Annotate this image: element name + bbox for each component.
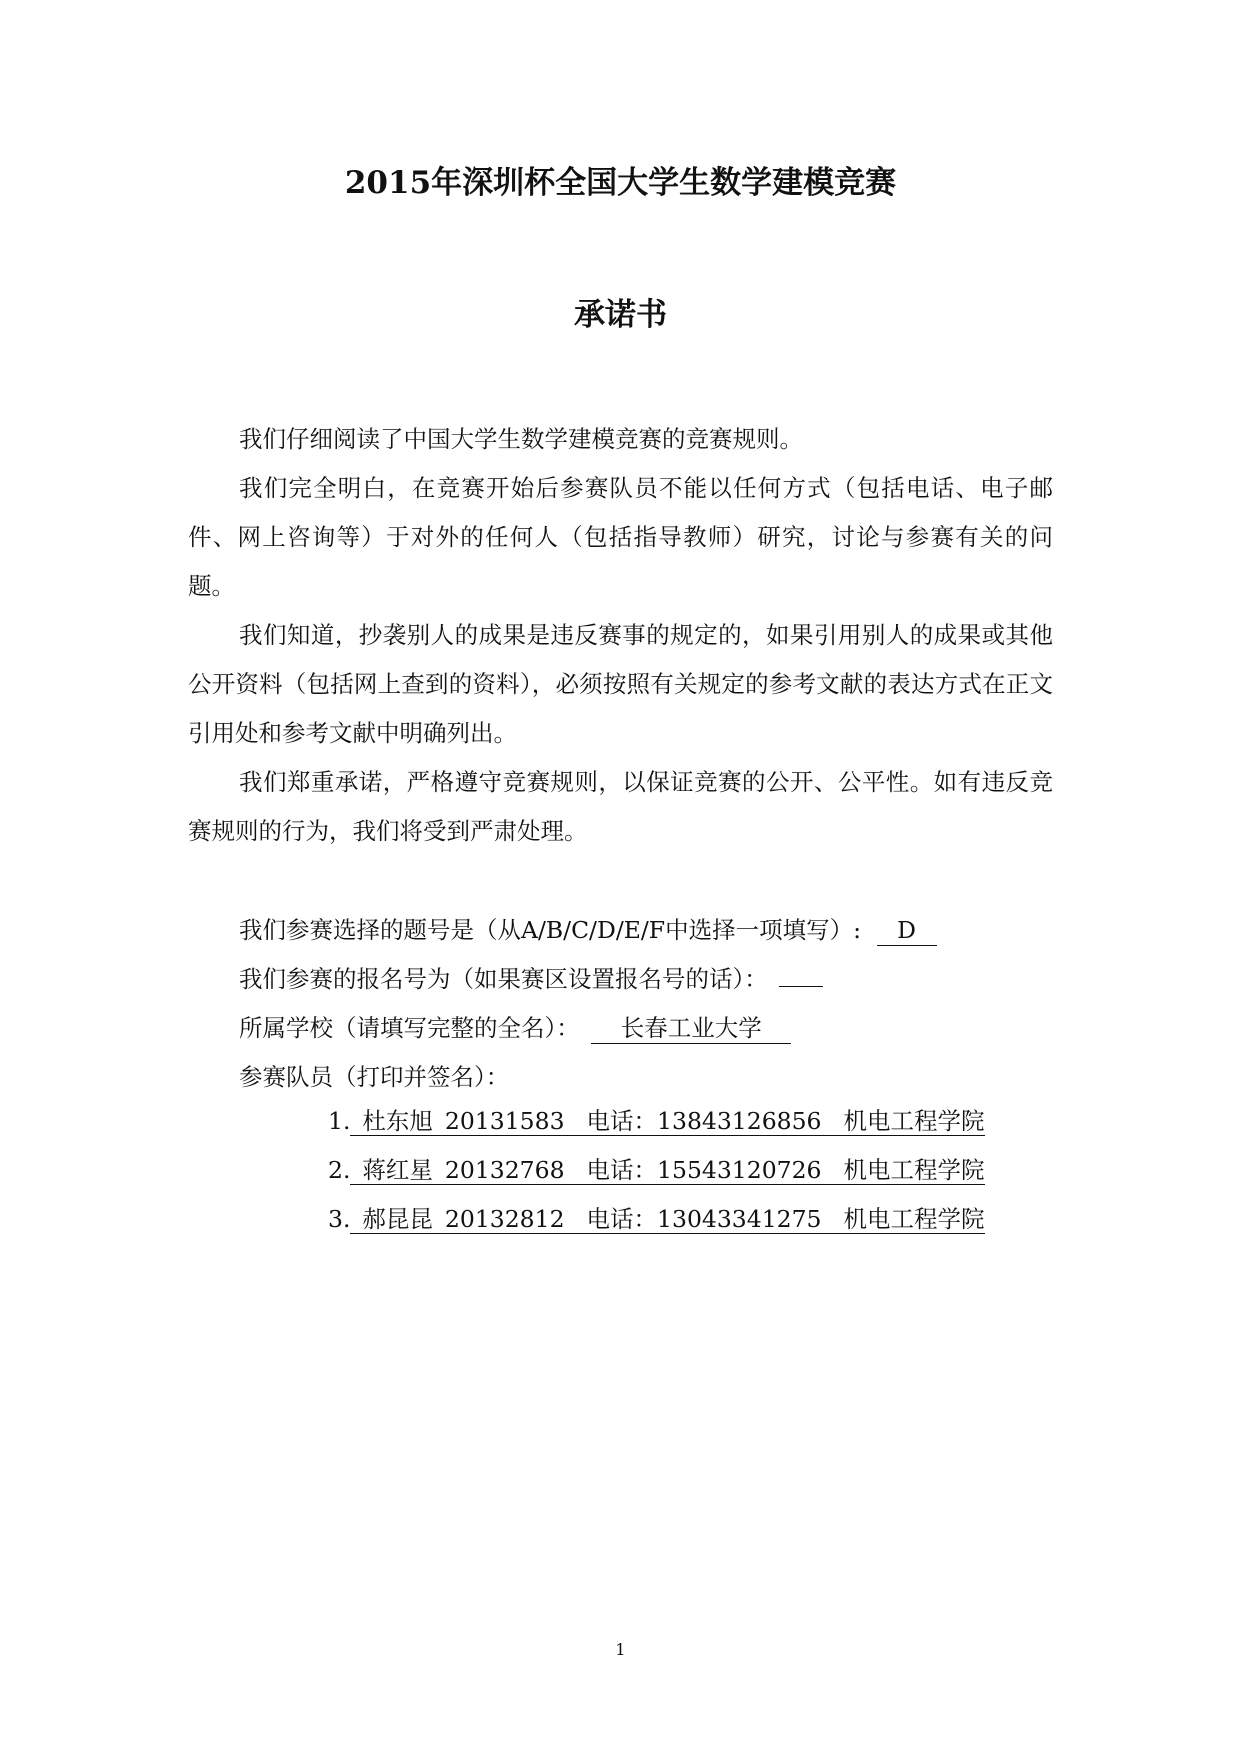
member-list — [328, 1097, 985, 1244]
problem-row — [239, 906, 1019, 955]
pledge-paragraph-4: 我们郑重承诺，严格遵守竞赛规则，以保证竞赛的公开、公平性。如有违反竞赛规则的行为，我们将受到严肃处理。 — [188, 768, 1053, 845]
school-row — [239, 1004, 1019, 1053]
member-id: 20132812 — [444, 1205, 565, 1233]
member-details — [350, 1205, 984, 1234]
member-row — [328, 1146, 985, 1195]
member-name: 杜东旭 — [362, 1107, 433, 1135]
member-name: 蒋红星 — [362, 1156, 433, 1184]
member-name: 郝昆昆 — [362, 1205, 433, 1233]
pledge-body — [188, 415, 1053, 856]
registration-label: 我们参赛的报名号为（如果赛区设置报名号的话）： — [239, 965, 768, 993]
school-value: 长春工业大学 — [591, 1013, 791, 1044]
registration-row — [239, 955, 1019, 1004]
pledge-paragraph-2: 我们完全明白，在竞赛开始后参赛队员不能以任何方式（包括电话、电子邮件、网上咨询等）于对外的任何人（包括指导教师）研究，讨论与参赛有关的问题。 — [188, 474, 1053, 600]
member-index: 2. — [328, 1156, 351, 1184]
page-number: 1 — [615, 1640, 626, 1659]
member-phone: 13043341275 — [657, 1205, 822, 1233]
member-index: 3. — [328, 1205, 351, 1233]
member-details — [350, 1156, 984, 1185]
member-college: 机电工程学院 — [843, 1205, 985, 1233]
member-phone-label: 电话： — [586, 1205, 658, 1233]
document-title: 2015年深圳杯全国大学生数学建模竞赛 — [344, 165, 897, 201]
member-phone-label: 电话： — [586, 1107, 658, 1135]
members-label: 参赛队员（打印并签名）： — [239, 1063, 510, 1091]
problem-label: 我们参赛选择的题号是（从A/B/C/D/E/F中选择一项填写）: — [239, 916, 862, 944]
member-row — [328, 1195, 985, 1244]
member-index: 1. — [328, 1107, 351, 1135]
registration-value — [779, 986, 823, 987]
member-details — [350, 1107, 984, 1136]
member-row — [328, 1097, 985, 1146]
member-phone: 15543120726 — [657, 1156, 822, 1184]
form-fields — [239, 906, 1019, 1102]
pledge-paragraph-3: 我们知道，抄袭别人的成果是违反赛事的规定的，如果引用别人的成果或其他公开资料（包括网上查到的资料），必须按照有关规定的参考文献的表达方式在正文引用处和参考文献中明确列出。 — [188, 621, 1053, 747]
member-phone-label: 电话： — [586, 1156, 658, 1184]
problem-value: D — [877, 915, 937, 946]
members-label-row — [239, 1053, 1019, 1102]
school-label: 所属学校（请填写完整的全名）： — [239, 1014, 580, 1042]
member-college: 机电工程学院 — [843, 1107, 985, 1135]
pledge-paragraph-1: 我们仔细阅读了中国大学生数学建模竞赛的竞赛规则。 — [239, 425, 803, 453]
member-id: 20131583 — [444, 1107, 565, 1135]
member-phone: 13843126856 — [657, 1107, 822, 1135]
document-subtitle: 承诺书 — [574, 297, 667, 333]
member-id: 20132768 — [444, 1156, 565, 1184]
member-college: 机电工程学院 — [843, 1156, 985, 1184]
